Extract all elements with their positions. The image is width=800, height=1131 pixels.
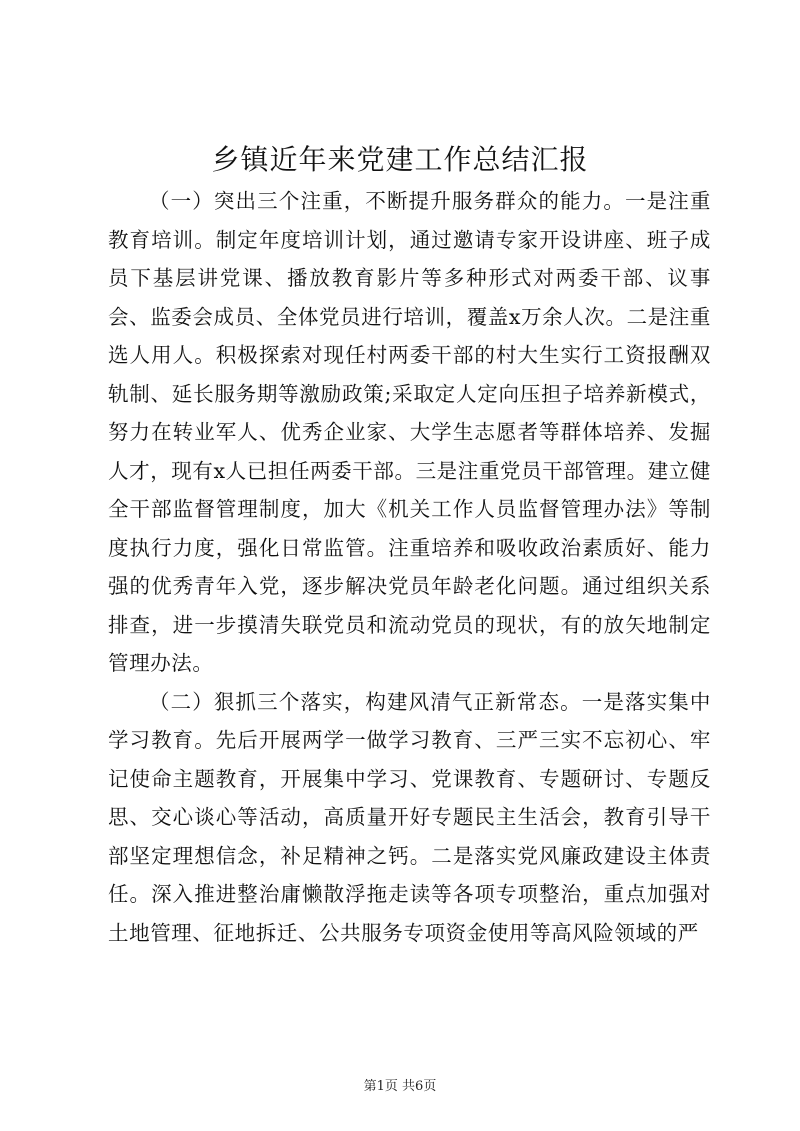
page-footer: 第1页 共6页: [363, 1079, 437, 1094]
paragraph-2: （二）狠抓三个落实，构建风清气正新常态。一是落实集中学习教育。先后开展两学一做学习教育、三严三实不忘初心、牢记使命主题教育，开展集中学习、党课教育、专题研讨、专题反思、交心谈心等活动，高质量开好专题民主生活会，教育引导干部坚定理想信念，补足精神之钙。二是落实党风廉政建设主体责任。深入推进整治庸懒散浮拖走读等各项专项整治，重点加强对土地管理、征地拆迁、公共服务专项资金使用等高风险领域的严: [108, 689, 711, 945]
document-body: [108, 182, 711, 952]
paragraph-1: （一）突出三个注重，不断提升服务群众的能力。一是注重教育培训。制定年度培训计划，通过邀请专家开设讲座、班子成员下基层讲党课、播放教育影片等多种形式对两委干部、议事会、监委会成员、全体党员进行培训，覆盖x万余人次。二是注重选人用人。积极探索对现任村两委干部的村大生实行工资报酬双轨制、延长服务期等激励政策;采取定人定向压担子培养新模式，努力在转业军人、优秀企业家、大学生志愿者等群体培养、发掘人才，现有x人已担任两委干部。三是注重党员干部管理。建立健全干部监督管理制度，加大《机关工作人员监督管理办法》等制度执行力度，强化日常监管。注重培养和吸收政治素质好、能力强的优秀青年入党，逐步解决党员年龄老化问题。通过组织关系排查，进一步摸清失联党员和流动党员的现状，有的放矢地制定管理办法。: [108, 189, 711, 675]
document-title: 乡镇近年来党建工作总结汇报: [211, 143, 589, 176]
